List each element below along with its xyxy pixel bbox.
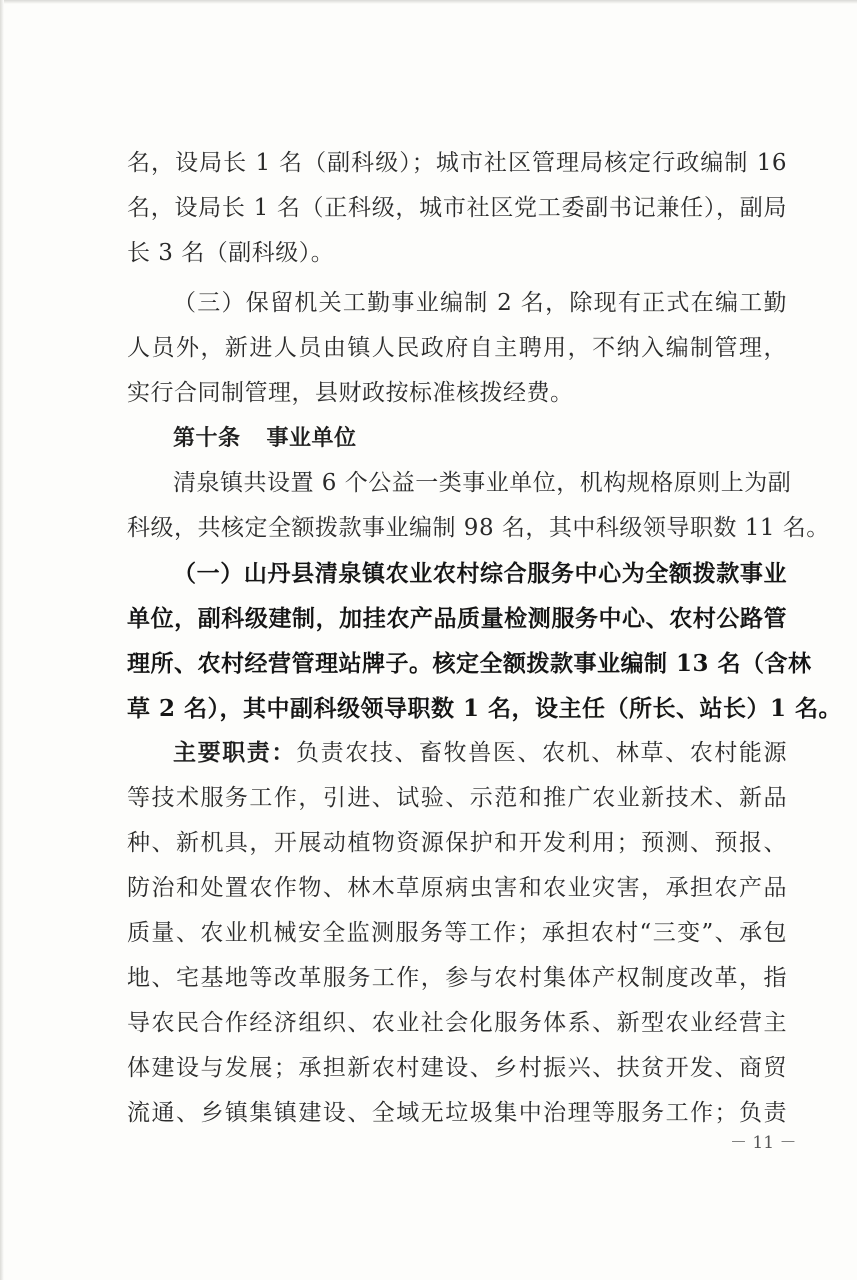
text-line: 地、宅基地等改革服务工作，参与农村集体产权制度改革，指 (127, 965, 787, 991)
paragraph-unit-1 (127, 551, 843, 731)
text-line: （一）山丹县清泉镇农业农村综合服务中心为全额拨款事业 (173, 560, 787, 587)
text-line: 等技术服务工作，引进、试验、示范和推广农业新技术、新品 (127, 785, 787, 811)
text-line: 导农民合作经济组织、农业社会化服务体系、新型农业经营主 (127, 1010, 787, 1036)
paragraph-item-3 (127, 281, 787, 416)
text-line: 种、新机具，开展动植物资源保护和开发利用；预测、预报、 (127, 830, 787, 856)
paragraph-intro (127, 461, 830, 551)
text-line: （三）保留机关工勤事业编制 2 名，除现有正式在编工勤 (173, 290, 787, 316)
page-number: － 11 － (730, 1133, 797, 1153)
article-number: 第十条 (173, 426, 241, 451)
text-line: 人员外，新进人员由镇人民政府自主聘用，不纳入编制管理， (127, 335, 787, 361)
text-line: 科级，共核定全额拨款事业编制 98 名，其中科级领导职数 11 名。 (127, 515, 830, 541)
article-title: 事业单位 (266, 426, 357, 451)
duties-label: 主要职责： (173, 740, 297, 766)
text-line: 名，设局长 1 名（副科级）；城市社区管理局核定行政编制 16 (127, 150, 787, 176)
text-line: 体建设与发展；承担新农村建设、乡村振兴、扶贫开发、商贸 (127, 1055, 787, 1081)
text-line: 防治和处置农作物、林木草原病虫害和农业灾害，承担农产品 (127, 875, 787, 901)
paragraph-prev (127, 141, 787, 276)
page-edge-left (0, 0, 4, 1280)
document-body (127, 141, 843, 1136)
text-line: 质量、农业机械安全监测服务等工作；承担农村“三变”、承包 (127, 920, 787, 946)
text-line: 单位，副科级建制，加挂农产品质量检测服务中心、农村公路管 (127, 605, 787, 632)
paragraph-duties (127, 731, 787, 1136)
page-edge-top (0, 0, 857, 4)
text-line: 名，设局长 1 名（正科级，城市社区党工委副书记兼任），副局 (127, 195, 787, 221)
text-line: 实行合同制管理，县财政按标准核拨经费。 (127, 380, 574, 406)
text-line: 流通、乡镇集镇建设、全域无垃圾集中治理等服务工作；负责 (127, 1100, 787, 1126)
duties-first-text: 负责农技、畜牧兽医、农机、林草、农村能源 (296, 740, 788, 766)
text-line: 草 2 名），其中副科级领导职数 1 名，设主任（所长、站长）1 名。 (127, 695, 843, 722)
text-line: 清泉镇共设置 6 个公益一类事业单位，机构规格原则上为副 (173, 470, 792, 496)
text-line (127, 731, 787, 776)
article-heading (127, 416, 787, 461)
text-line: 长 3 名（副科级）。 (127, 240, 335, 266)
text-line: 理所、农村经营管理站牌子。核定全额拨款事业编制 13 名（含林 (127, 650, 812, 677)
